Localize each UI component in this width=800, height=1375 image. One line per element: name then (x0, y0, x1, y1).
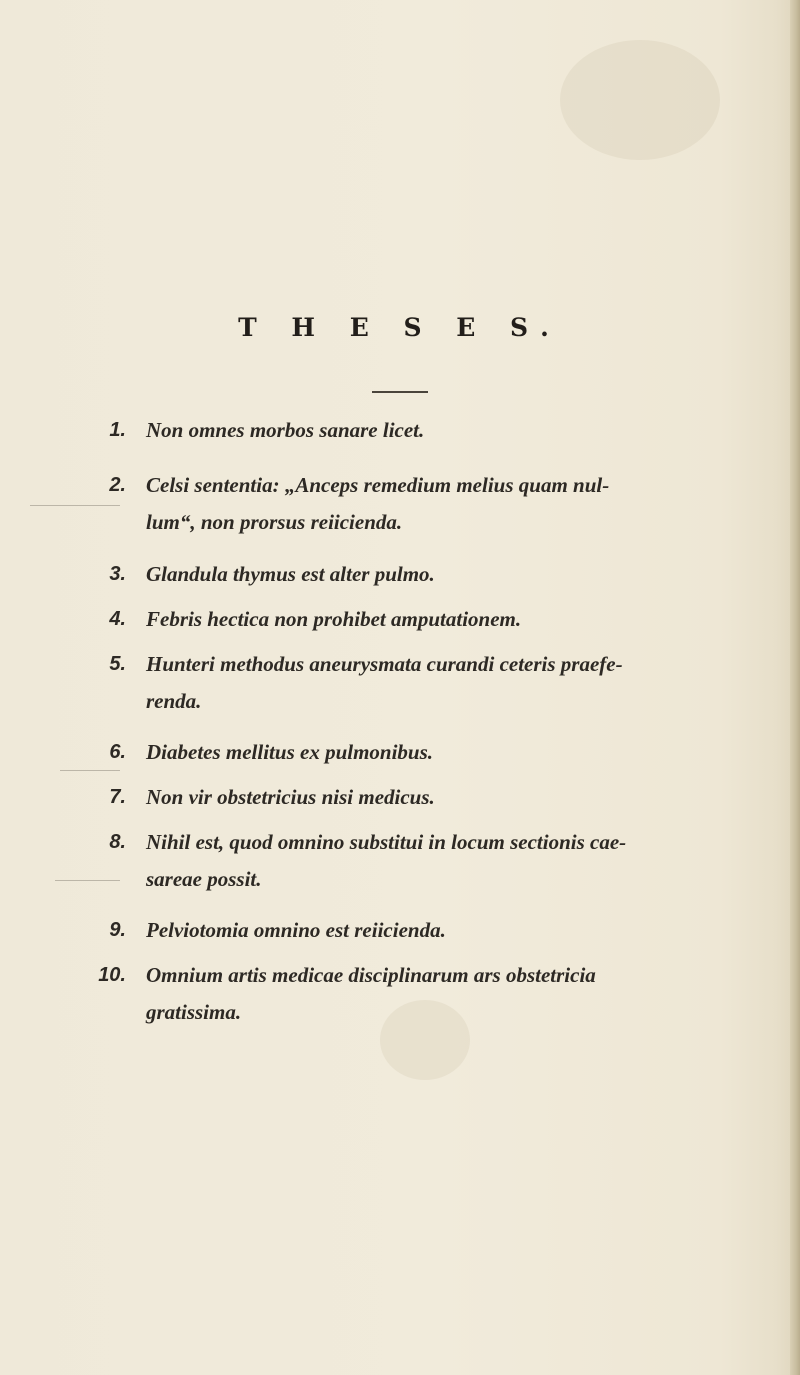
thesis-number: 10. (98, 964, 126, 986)
thesis-number: 3. (109, 563, 126, 585)
thesis-line: gratissima. (146, 1000, 242, 1024)
thesis-line: Non omnes morbos sanare licet. (146, 418, 425, 442)
thesis-number: 1. (109, 419, 126, 441)
thesis-number: 6. (109, 741, 126, 763)
thesis-number: 5. (109, 653, 126, 675)
thesis-line: Pelviotomia omnino est reiicienda. (146, 918, 446, 942)
thesis-text (146, 467, 760, 541)
thesis-line: Nihil est, quod omnino substitui in locum sectionis cae- (146, 830, 627, 854)
thesis-line: lum“, non prorsus reiicienda. (146, 510, 403, 534)
thesis-line: Glandula thymus est alter pulmo. (146, 562, 435, 586)
paper-stain (560, 40, 720, 160)
thesis-line: sareae possit. (146, 867, 262, 891)
thesis-number: 2. (109, 474, 126, 496)
thesis-number: 7. (109, 786, 126, 808)
thesis-number: 4. (109, 608, 126, 630)
thesis-text (146, 779, 760, 816)
thesis-text (146, 824, 760, 898)
thesis-text (146, 412, 760, 449)
page-edge (790, 0, 800, 1375)
thesis-text (146, 556, 760, 593)
thesis-number: 9. (109, 919, 126, 941)
thesis-text (146, 646, 760, 720)
thesis-text (146, 912, 760, 949)
thesis-text (146, 734, 760, 771)
thesis-line: Febris hectica non prohibet amputationem. (146, 607, 522, 631)
thesis-line: Diabetes mellitus ex pulmonibus. (146, 740, 434, 764)
thesis-line: Celsi sententia: „Anceps remedium melius quam nul- (146, 473, 610, 497)
thesis-line: renda. (146, 689, 202, 713)
document-title: T H E S E S. (238, 313, 562, 342)
thesis-text (146, 601, 760, 638)
pencil-mark (55, 880, 120, 881)
thesis-line: Non vir obstetricius nisi medicus. (146, 785, 435, 809)
thesis-text (146, 957, 760, 1031)
thesis-line: Omnium artis medicae disciplinarum ars obstetricia (146, 963, 596, 987)
thesis-line: Hunteri methodus aneurysmata curandi ceteris praefe- (146, 652, 623, 676)
title-rule (372, 391, 428, 393)
thesis-number: 8. (109, 831, 126, 853)
pencil-mark (30, 505, 120, 506)
